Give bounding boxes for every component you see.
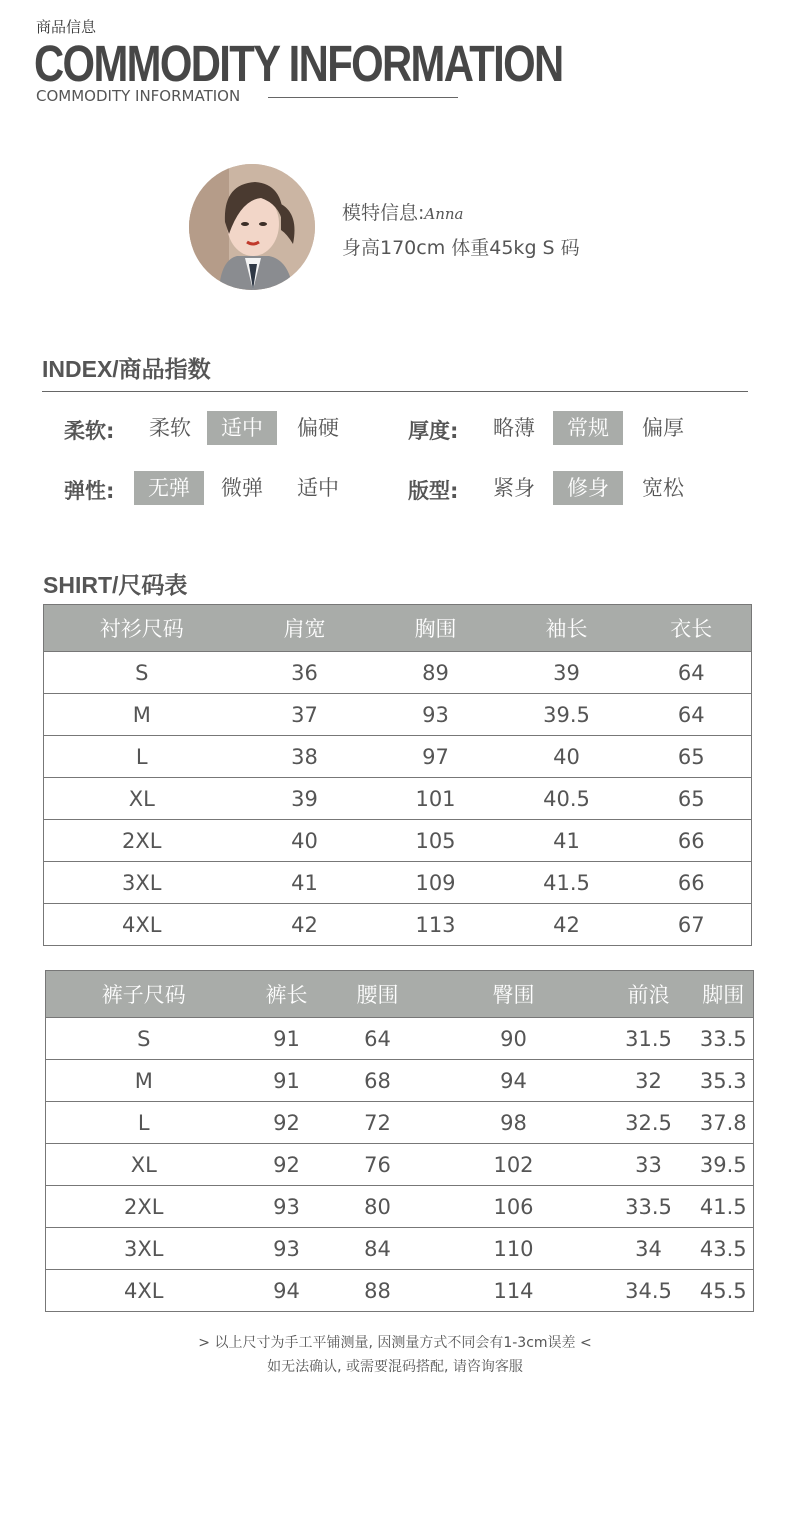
pants-cell: 94 (424, 1060, 604, 1102)
shirt-cell: 42 (502, 904, 632, 946)
pants-header-cell: 裤子尺码 (46, 971, 242, 1018)
pants-cell: S (46, 1018, 242, 1060)
shirt-cell: 101 (370, 778, 502, 820)
pants-cell: 102 (424, 1144, 604, 1186)
index-label: 柔软: (64, 419, 115, 443)
shirt-cell: 64 (632, 694, 752, 736)
index-divider (42, 391, 748, 392)
shirt-cell: 2XL (44, 820, 240, 862)
pants-cell: M (46, 1060, 242, 1102)
index-option: 紧身 (493, 476, 535, 500)
pants-header-cell: 裤长 (242, 971, 332, 1018)
pants-cell: 34.5 (604, 1270, 694, 1312)
index-option: 微弹 (221, 476, 263, 500)
pants-header-cell: 臀围 (424, 971, 604, 1018)
index-option: 宽松 (642, 476, 684, 500)
pants-cell: 92 (242, 1102, 332, 1144)
shirt-cell: 97 (370, 736, 502, 778)
pants-cell: 84 (332, 1228, 424, 1270)
pants-cell: 3XL (46, 1228, 242, 1270)
table-row (46, 1144, 754, 1186)
table-row (44, 778, 752, 820)
header-cn-title: 商品信息 (36, 18, 97, 36)
shirt-header-cell: 袖长 (502, 605, 632, 652)
shirt-cell: 105 (370, 820, 502, 862)
index-label: 版型: (408, 479, 459, 503)
pants-cell: 91 (242, 1060, 332, 1102)
shirt-header-cell: 胸围 (370, 605, 502, 652)
shirt-section-title: SHIRT/尺码表 (43, 572, 188, 598)
pants-cell: 32 (604, 1060, 694, 1102)
shirt-cell: 40 (240, 820, 370, 862)
shirt-cell: 3XL (44, 862, 240, 904)
shirt-cell: S (44, 652, 240, 694)
pants-cell: 39.5 (694, 1144, 754, 1186)
pants-cell: 94 (242, 1270, 332, 1312)
pants-cell: 35.3 (694, 1060, 754, 1102)
index-option: 略薄 (493, 416, 535, 440)
pants-cell: 31.5 (604, 1018, 694, 1060)
pants-header-cell: 脚围 (694, 971, 754, 1018)
shirt-header-cell: 肩宽 (240, 605, 370, 652)
shirt-cell: 41 (240, 862, 370, 904)
model-portrait-image (189, 164, 315, 290)
shirt-cell: 66 (632, 820, 752, 862)
pants-cell: 93 (242, 1186, 332, 1228)
pants-cell: 88 (332, 1270, 424, 1312)
table-row (44, 904, 752, 946)
index-option: 偏厚 (642, 416, 684, 440)
pants-cell: 41.5 (694, 1186, 754, 1228)
model-info-line (342, 198, 464, 225)
shirt-header-cell: 衬衫尺码 (44, 605, 240, 652)
table-row (44, 736, 752, 778)
header-en-title: COMMODITY INFORMATION (34, 35, 563, 92)
pants-cell: 43.5 (694, 1228, 754, 1270)
pants-size-table (45, 970, 754, 1312)
shirt-cell: 41 (502, 820, 632, 862)
shirt-cell: M (44, 694, 240, 736)
pants-cell: 114 (424, 1270, 604, 1312)
table-row (46, 1186, 754, 1228)
shirt-cell: 36 (240, 652, 370, 694)
index-option: 偏硬 (297, 416, 339, 440)
pants-cell: 106 (424, 1186, 604, 1228)
index-option: 适中 (297, 476, 339, 500)
pants-cell: 37.8 (694, 1102, 754, 1144)
shirt-cell: 39 (240, 778, 370, 820)
shirt-cell: 67 (632, 904, 752, 946)
table-row (46, 1228, 754, 1270)
shirt-cell: 66 (632, 862, 752, 904)
table-row (44, 820, 752, 862)
shirt-cell: 109 (370, 862, 502, 904)
pants-cell: 33.5 (604, 1186, 694, 1228)
index-section-title: INDEX/商品指数 (42, 356, 211, 382)
contact-note: 如无法确认, 或需要混码搭配, 请咨询客服 (267, 1359, 523, 1375)
shirt-cell: 65 (632, 778, 752, 820)
index-option-selected: 适中 (207, 411, 277, 445)
pants-cell: XL (46, 1144, 242, 1186)
pants-header-cell: 前浪 (604, 971, 694, 1018)
index-label: 厚度: (408, 419, 459, 443)
pants-cell: 98 (424, 1102, 604, 1144)
pants-cell: 110 (424, 1228, 604, 1270)
table-row (46, 1270, 754, 1312)
pants-cell: 45.5 (694, 1270, 754, 1312)
shirt-cell: 113 (370, 904, 502, 946)
shirt-cell: 40.5 (502, 778, 632, 820)
shirt-table-header (44, 605, 752, 652)
pants-cell: 80 (332, 1186, 424, 1228)
pants-cell: 33 (604, 1144, 694, 1186)
shirt-cell: 37 (240, 694, 370, 736)
index-label: 弹性: (64, 479, 115, 503)
pants-cell: 91 (242, 1018, 332, 1060)
shirt-cell: 39 (502, 652, 632, 694)
index-option-selected: 无弹 (134, 471, 204, 505)
shirt-header-cell: 衣长 (632, 605, 752, 652)
measurement-note: > 以上尺寸为手工平铺测量, 因测量方式不同会有1-3cm误差 < (198, 1335, 592, 1351)
shirt-cell: 4XL (44, 904, 240, 946)
shirt-cell: L (44, 736, 240, 778)
shirt-cell: 65 (632, 736, 752, 778)
table-row (44, 862, 752, 904)
pants-cell: 4XL (46, 1270, 242, 1312)
header-en-subtitle: COMMODITY INFORMATION (36, 87, 241, 105)
pants-cell: 32.5 (604, 1102, 694, 1144)
shirt-cell: 64 (632, 652, 752, 694)
shirt-cell: 41.5 (502, 862, 632, 904)
index-option-selected: 常规 (553, 411, 623, 445)
shirt-cell: 39.5 (502, 694, 632, 736)
table-row (44, 694, 752, 736)
shirt-cell: 42 (240, 904, 370, 946)
pants-cell: 92 (242, 1144, 332, 1186)
pants-cell: 68 (332, 1060, 424, 1102)
shirt-cell: 40 (502, 736, 632, 778)
pants-cell: L (46, 1102, 242, 1144)
table-row (46, 1018, 754, 1060)
pants-cell: 34 (604, 1228, 694, 1270)
shirt-cell: 89 (370, 652, 502, 694)
model-stats: 身高170cm 体重45kg S 码 (342, 237, 580, 259)
model-info-label: 模特信息: (342, 202, 425, 224)
shirt-cell: XL (44, 778, 240, 820)
pants-table-header (46, 971, 754, 1018)
pants-cell: 90 (424, 1018, 604, 1060)
pants-cell: 2XL (46, 1186, 242, 1228)
pants-cell: 33.5 (694, 1018, 754, 1060)
header-divider (268, 97, 458, 98)
index-option: 柔软 (149, 416, 191, 440)
shirt-size-table (43, 604, 752, 946)
pants-cell: 72 (332, 1102, 424, 1144)
index-option-selected: 修身 (553, 471, 623, 505)
table-row (46, 1060, 754, 1102)
table-row (46, 1102, 754, 1144)
pants-cell: 64 (332, 1018, 424, 1060)
pants-cell: 76 (332, 1144, 424, 1186)
shirt-cell: 93 (370, 694, 502, 736)
model-avatar (189, 164, 315, 290)
pants-header-cell: 腰围 (332, 971, 424, 1018)
table-row (44, 652, 752, 694)
pants-cell: 93 (242, 1228, 332, 1270)
shirt-cell: 38 (240, 736, 370, 778)
model-name: Anna (424, 205, 464, 223)
